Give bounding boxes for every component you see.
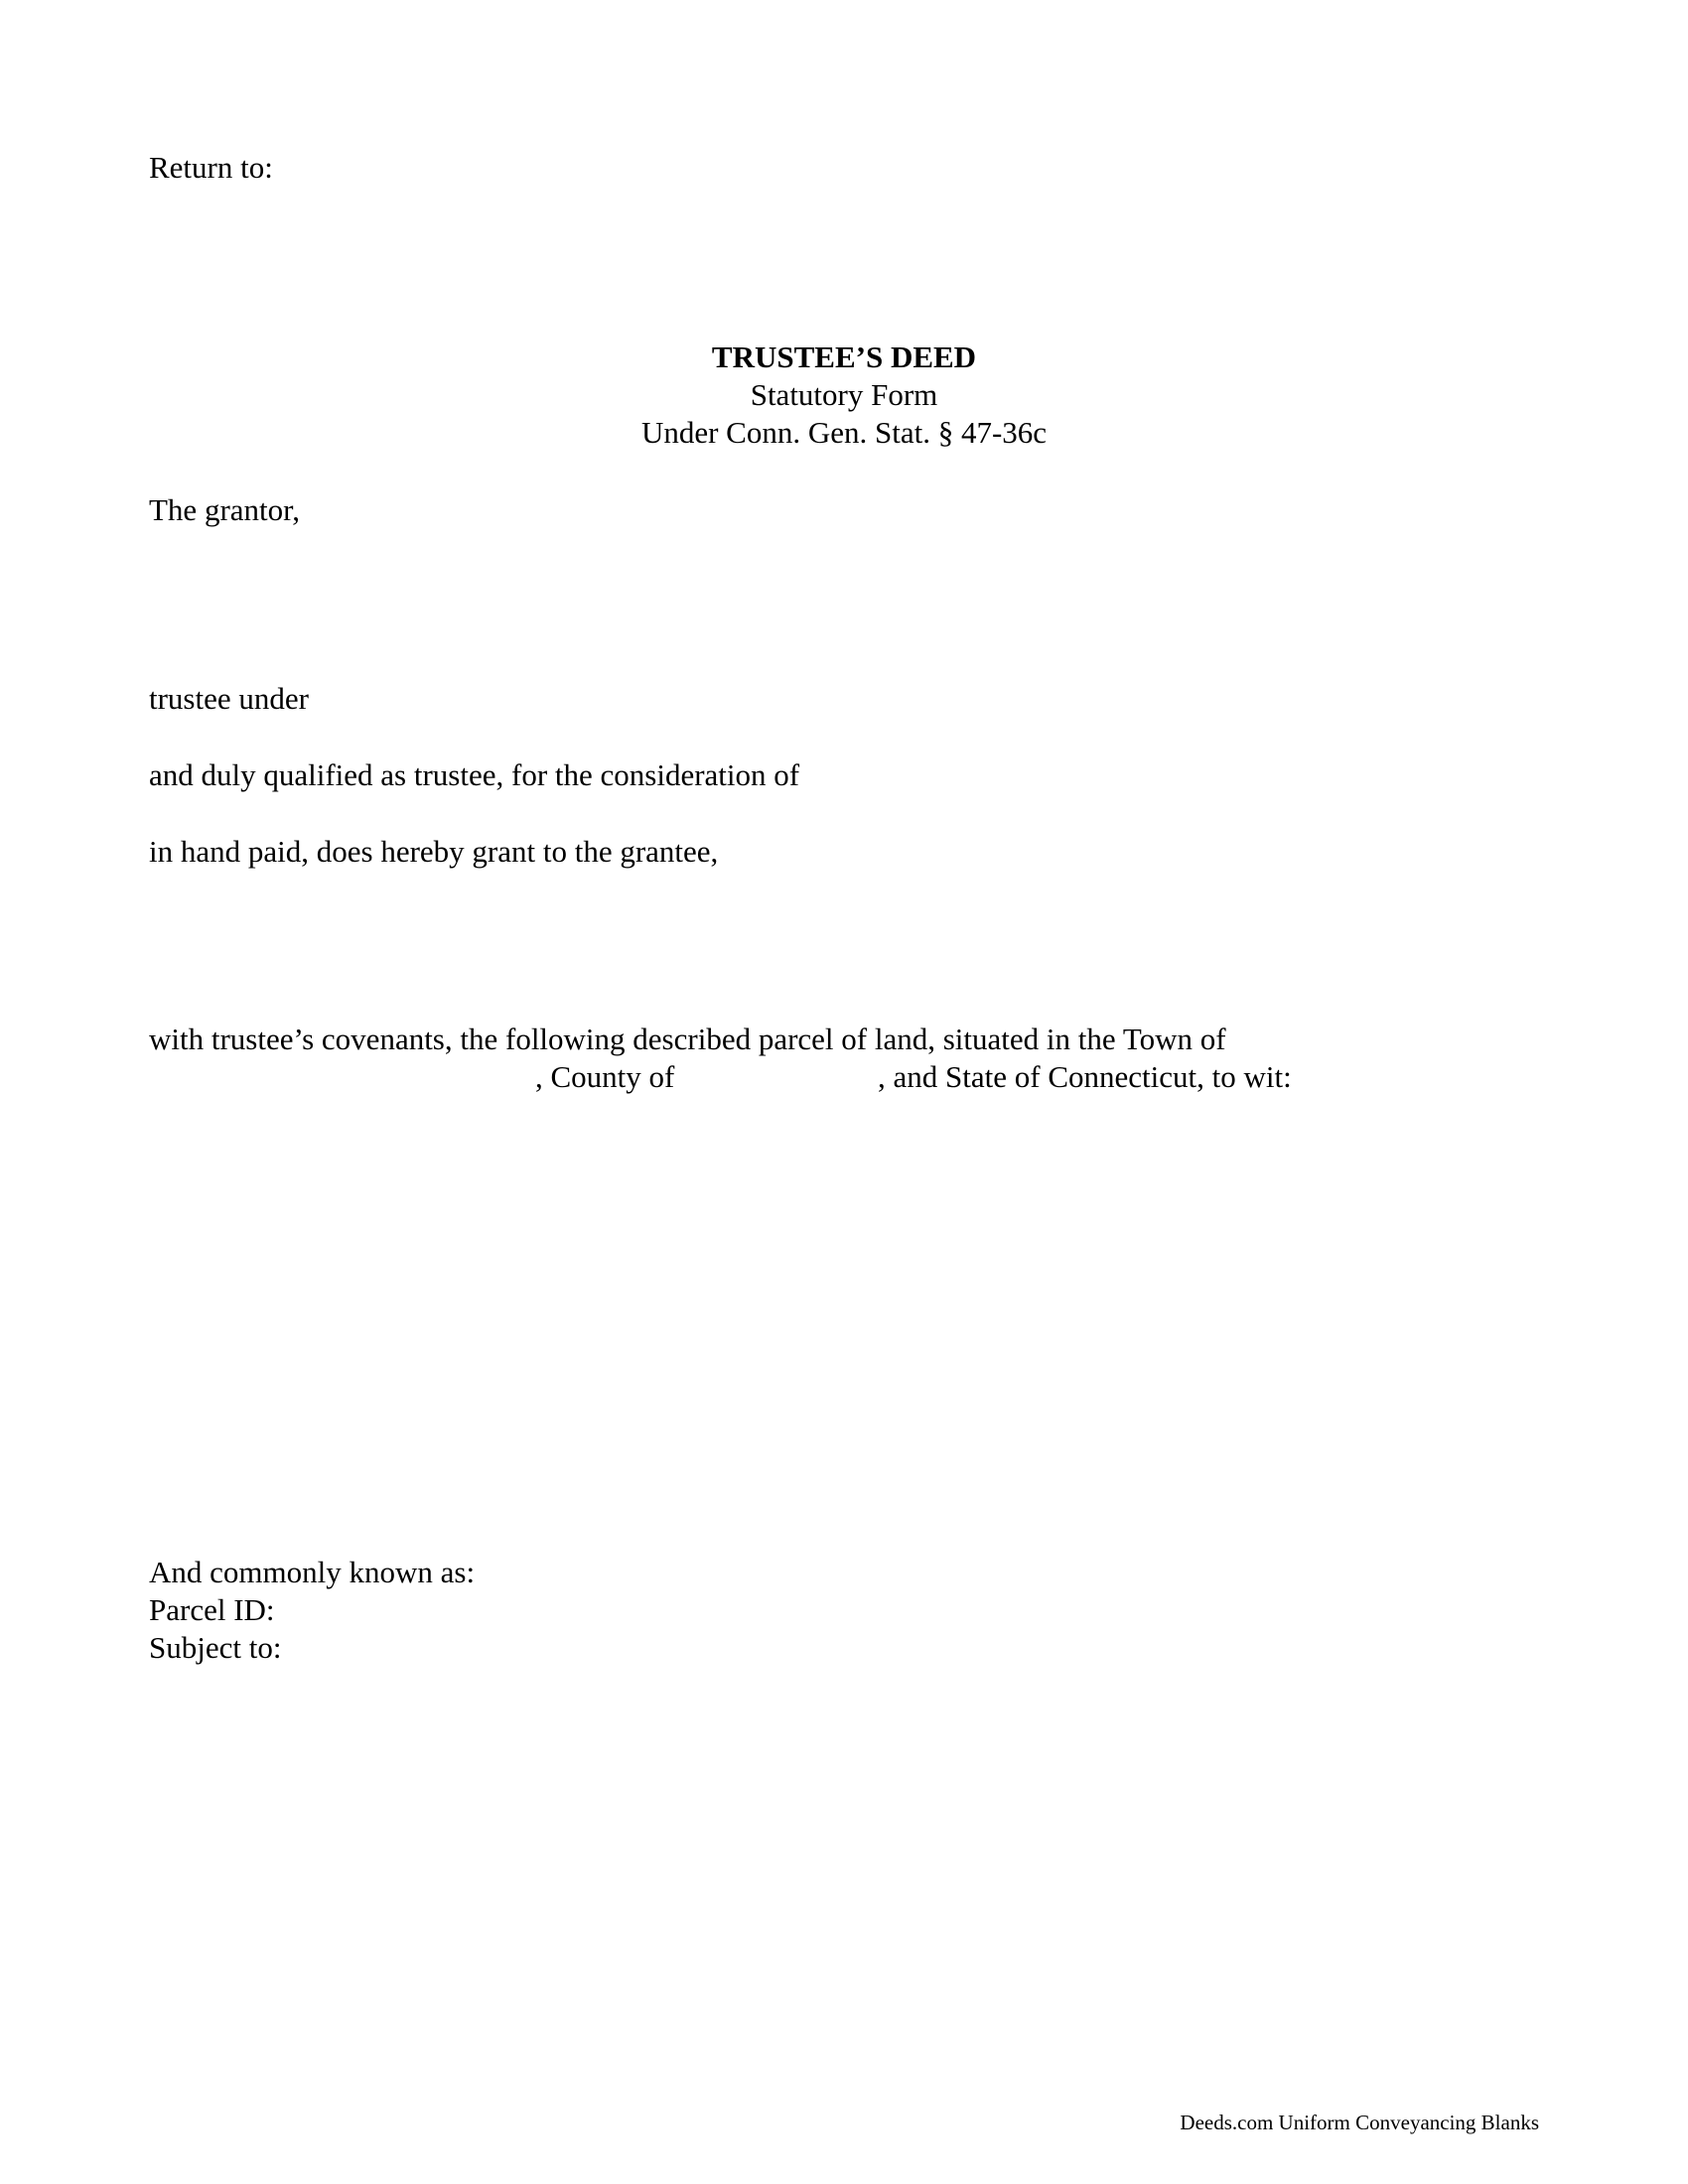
grant-clause: in hand paid, does hereby grant to the grantee, bbox=[149, 834, 719, 869]
commonly-known-label: And commonly known as: bbox=[149, 1555, 476, 1589]
document-subtitle: Statutory Form bbox=[750, 377, 938, 412]
subject-to-label: Subject to: bbox=[149, 1630, 282, 1665]
covenants-clause: with trustee’s covenants, the following described parcel of land, situated in the Town of bbox=[149, 1022, 1226, 1056]
return-to-label: Return to: bbox=[149, 150, 273, 185]
state-clause: , and State of Connecticut, to wit: bbox=[878, 1059, 1292, 1094]
document-title: TRUSTEE’S DEED bbox=[711, 340, 977, 374]
consideration-clause: and duly qualified as trustee, for the consideration of bbox=[149, 757, 800, 792]
county-label: , County of bbox=[535, 1059, 675, 1094]
trustee-under-label: trustee under bbox=[149, 681, 309, 716]
footer-text: Deeds.com Uniform Conveyancing Blanks bbox=[1180, 2111, 1539, 2134]
parcel-id-label: Parcel ID: bbox=[149, 1592, 275, 1627]
grantor-label: The grantor, bbox=[149, 492, 300, 527]
statute-reference: Under Conn. Gen. Stat. § 47-36c bbox=[640, 415, 1048, 450]
